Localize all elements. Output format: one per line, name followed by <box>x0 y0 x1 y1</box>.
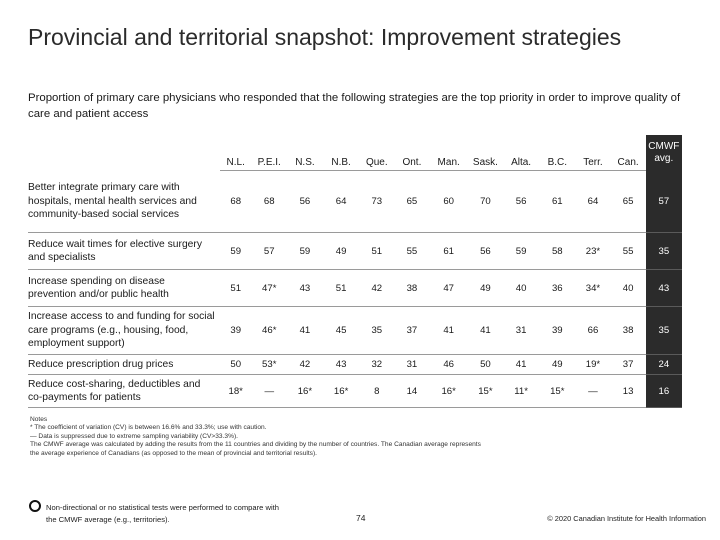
page-title: Provincial and territorial snapshot: Improvement strategies <box>28 24 622 50</box>
page-number: 74 <box>356 513 366 523</box>
cell: 40 <box>611 270 646 307</box>
col-header: N.L. <box>220 135 252 171</box>
copyright-text: © 2020 Canadian Institute for Health Information <box>547 514 706 523</box>
cell: 43 <box>287 270 323 307</box>
col-header: Ont. <box>394 135 429 171</box>
cell: 40 <box>503 270 539 307</box>
cell: 50 <box>468 355 503 375</box>
col-header: P.E.I. <box>252 135 287 171</box>
cell: 64 <box>323 171 359 233</box>
cell: 51 <box>359 233 394 270</box>
cell: 16* <box>430 375 468 408</box>
open-circle-icon <box>29 500 41 512</box>
cell: 42 <box>359 270 394 307</box>
note-line: The CMWF average was calculated by adding the results from the 11 countries and dividing by the number of countries. The Canadian average represents <box>30 441 481 449</box>
col-header: N.B. <box>323 135 359 171</box>
cell: 59 <box>503 233 539 270</box>
cell: 23* <box>575 233 610 270</box>
cell: 38 <box>611 307 646 355</box>
cell: 59 <box>287 233 323 270</box>
table-row <box>28 355 682 375</box>
cell: 19* <box>575 355 610 375</box>
cell: 49 <box>323 233 359 270</box>
cell: 56 <box>287 171 323 233</box>
cell: 37 <box>394 307 429 355</box>
col-header: Que. <box>359 135 394 171</box>
row-label: Increase spending on disease prevention and/or public health <box>28 270 220 307</box>
cell: — <box>575 375 610 408</box>
cell: — <box>252 375 287 408</box>
cell: 65 <box>394 171 429 233</box>
col-header: Can. <box>611 135 646 171</box>
strategies-table <box>28 135 682 408</box>
cell: 45 <box>323 307 359 355</box>
table-header-row <box>28 135 682 171</box>
cmwf-cell: 24 <box>646 355 682 375</box>
cell: 55 <box>611 233 646 270</box>
row-label: Reduce wait times for elective surgery and specialists <box>28 233 220 270</box>
cell: 16* <box>323 375 359 408</box>
cell: 31 <box>394 355 429 375</box>
note-line: — Data is suppressed due to extreme sampling variability (CV>33.3%). <box>30 432 238 440</box>
cmwf-cell: 35 <box>646 233 682 270</box>
cmwf-cell: 35 <box>646 307 682 355</box>
cell: 55 <box>394 233 429 270</box>
table-row <box>28 307 682 355</box>
cell: 37 <box>611 355 646 375</box>
notes-block <box>30 416 670 458</box>
col-header: B.C. <box>539 135 575 171</box>
cell: 47* <box>252 270 287 307</box>
cell: 11* <box>503 375 539 408</box>
cell: 41 <box>503 355 539 375</box>
cmwf-cell: 57 <box>646 171 682 233</box>
cell: 68 <box>252 171 287 233</box>
cell: 14 <box>394 375 429 408</box>
cell: 38 <box>394 270 429 307</box>
cell: 58 <box>539 233 575 270</box>
table-row <box>28 375 682 408</box>
page-subtitle: Proportion of primary care physicians who responded that the following strategies are the top priority in order to improve quality of care and patient access <box>28 92 681 120</box>
cell: 61 <box>539 171 575 233</box>
cell: 39 <box>220 307 252 355</box>
cell: 46* <box>252 307 287 355</box>
cell: 15* <box>539 375 575 408</box>
cell: 65 <box>611 171 646 233</box>
cell: 41 <box>468 307 503 355</box>
row-label: Increase access to and funding for social care programs (e.g., housing, food, employment support) <box>28 307 220 355</box>
legend-text: Non-directional or no statistical tests were performed to compare with the CMWF average (e.g., territories). <box>46 503 279 524</box>
cell: 46 <box>430 355 468 375</box>
col-header-cmwf: CMWF avg. <box>646 135 682 171</box>
cell: 42 <box>287 355 323 375</box>
cell: 39 <box>539 307 575 355</box>
cell: 56 <box>503 171 539 233</box>
cmwf-cell: 43 <box>646 270 682 307</box>
note-line: the average experience of Canadians (as opposed to the mean of provincial and territorial results). <box>30 449 317 457</box>
table-row <box>28 171 682 233</box>
cell: 50 <box>220 355 252 375</box>
cell: 68 <box>220 171 252 233</box>
row-label: Reduce cost-sharing, deductibles and co-payments for patients <box>28 375 220 408</box>
cell: 57 <box>252 233 287 270</box>
cell: 36 <box>539 270 575 307</box>
cell: 35 <box>359 307 394 355</box>
cell: 34* <box>575 270 610 307</box>
notes-heading: Notes <box>30 416 48 423</box>
cell: 59 <box>220 233 252 270</box>
header-blank <box>28 135 220 171</box>
cell: 64 <box>575 171 610 233</box>
col-header: Sask. <box>468 135 503 171</box>
cell: 43 <box>323 355 359 375</box>
cell: 18* <box>220 375 252 408</box>
cell: 8 <box>359 375 394 408</box>
cell: 32 <box>359 355 394 375</box>
row-label: Reduce prescription drug prices <box>28 355 220 375</box>
cell: 73 <box>359 171 394 233</box>
cell: 47 <box>430 270 468 307</box>
cell: 61 <box>430 233 468 270</box>
cmwf-cell: 16 <box>646 375 682 408</box>
cell: 41 <box>430 307 468 355</box>
row-label: Better integrate primary care with hospitals, mental health services and community-based social services <box>28 171 220 233</box>
cell: 15* <box>468 375 503 408</box>
cell: 49 <box>468 270 503 307</box>
table-row <box>28 233 682 270</box>
col-header: Alta. <box>503 135 539 171</box>
cell: 16* <box>287 375 323 408</box>
cell: 53* <box>252 355 287 375</box>
cell: 51 <box>220 270 252 307</box>
table-row <box>28 270 682 307</box>
cell: 13 <box>611 375 646 408</box>
cell: 70 <box>468 171 503 233</box>
cell: 51 <box>323 270 359 307</box>
cell: 49 <box>539 355 575 375</box>
cell: 56 <box>468 233 503 270</box>
cell: 66 <box>575 307 610 355</box>
col-header: Terr. <box>575 135 610 171</box>
cell: 31 <box>503 307 539 355</box>
note-line: * The coefficient of variation (CV) is between 16.6% and 33.3%; use with caution. <box>30 424 267 432</box>
cell: 41 <box>287 307 323 355</box>
col-header: N.S. <box>287 135 323 171</box>
cell: 60 <box>430 171 468 233</box>
col-header: Man. <box>430 135 468 171</box>
